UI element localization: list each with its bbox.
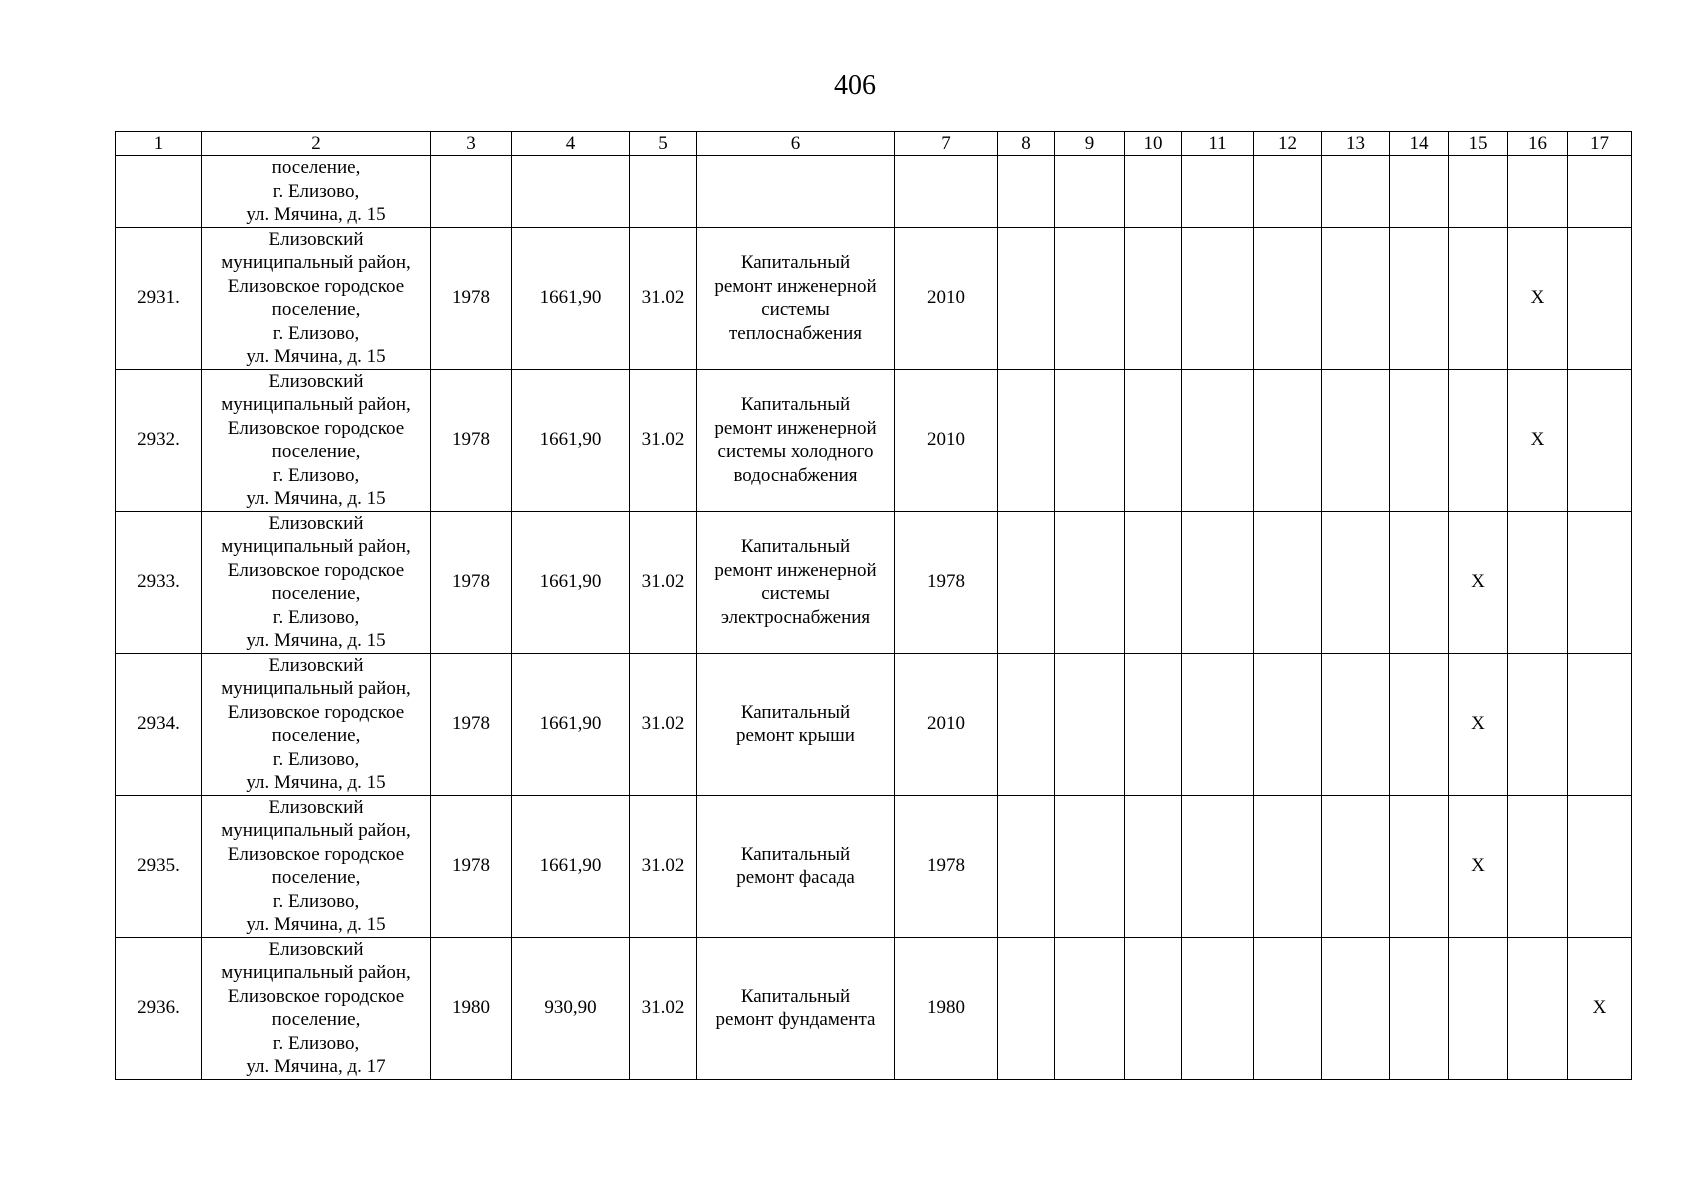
empty-cell <box>1390 511 1449 653</box>
empty-cell <box>1254 653 1322 795</box>
empty-cell <box>1182 795 1254 937</box>
empty-cell <box>1055 511 1125 653</box>
empty-cell <box>1568 369 1632 511</box>
address-cell: Елизовский муниципальный район, Елизовское городское поселение, г. Елизово, ул. Мячина, д. 15 <box>202 795 431 937</box>
empty-cell <box>1055 227 1125 369</box>
mark-cell: X <box>1508 369 1568 511</box>
year-cell: 1978 <box>431 227 512 369</box>
empty-cell <box>998 937 1055 1079</box>
address-cell: Елизовский муниципальный район, Елизовское городское поселение, г. Елизово, ул. Мячина, д. 15 <box>202 511 431 653</box>
address-cell: Елизовский муниципальный район, Елизовское городское поселение, г. Елизово, ул. Мячина, д. 17 <box>202 937 431 1079</box>
work-type-cell: Капитальный ремонт фундамента <box>697 937 895 1079</box>
empty-cell <box>998 227 1055 369</box>
mark-cell: X <box>1568 937 1632 1079</box>
empty-cell <box>1254 227 1322 369</box>
empty-cell <box>1182 937 1254 1079</box>
row-number-cell: 2931. <box>116 227 202 369</box>
column-header-15: 15 <box>1449 132 1508 156</box>
empty-cell <box>1322 937 1390 1079</box>
empty-cell <box>1390 156 1449 228</box>
column-header-14: 14 <box>1390 132 1449 156</box>
empty-cell <box>1449 937 1508 1079</box>
mark-cell: X <box>1449 795 1508 937</box>
column-header-16: 16 <box>1508 132 1568 156</box>
area-cell: 1661,90 <box>512 227 630 369</box>
continued-address-cell: поселение, г. Елизово, ул. Мячина, д. 15 <box>202 156 431 228</box>
empty-cell <box>1390 227 1449 369</box>
empty-cell <box>1055 937 1125 1079</box>
year-planned-cell: 2010 <box>895 227 998 369</box>
empty-cell <box>512 156 630 228</box>
column-header-2: 2 <box>202 132 431 156</box>
column-header-7: 7 <box>895 132 998 156</box>
empty-cell <box>630 156 697 228</box>
work-type-cell: Капитальный ремонт инженерной системы теплоснабжения <box>697 227 895 369</box>
code-cell: 31.02 <box>630 653 697 795</box>
empty-cell <box>1125 369 1182 511</box>
row-number-cell: 2935. <box>116 795 202 937</box>
column-header-5: 5 <box>630 132 697 156</box>
mark-cell: X <box>1449 653 1508 795</box>
work-type-cell: Капитальный ремонт крыши <box>697 653 895 795</box>
address-cell: Елизовский муниципальный район, Елизовское городское поселение, г. Елизово, ул. Мячина, д. 15 <box>202 227 431 369</box>
column-header-12: 12 <box>1254 132 1322 156</box>
empty-cell <box>1125 511 1182 653</box>
year-planned-cell: 1978 <box>895 511 998 653</box>
row-number-cell: 2933. <box>116 511 202 653</box>
empty-cell <box>116 156 202 228</box>
column-header-9: 9 <box>1055 132 1125 156</box>
empty-cell <box>1508 156 1568 228</box>
empty-cell <box>697 156 895 228</box>
empty-cell <box>1254 937 1322 1079</box>
empty-cell <box>1254 156 1322 228</box>
empty-cell <box>1125 795 1182 937</box>
data-table <box>115 131 1632 1080</box>
empty-cell <box>895 156 998 228</box>
column-header-3: 3 <box>431 132 512 156</box>
code-cell: 31.02 <box>630 937 697 1079</box>
empty-cell <box>1322 156 1390 228</box>
empty-cell <box>1055 369 1125 511</box>
empty-cell <box>1390 937 1449 1079</box>
empty-cell <box>998 653 1055 795</box>
empty-cell <box>1568 156 1632 228</box>
empty-cell <box>1182 511 1254 653</box>
empty-cell <box>1568 511 1632 653</box>
empty-cell <box>1055 653 1125 795</box>
column-header-8: 8 <box>998 132 1055 156</box>
address-cell: Елизовский муниципальный район, Елизовское городское поселение, г. Елизово, ул. Мячина, д. 15 <box>202 653 431 795</box>
code-cell: 31.02 <box>630 227 697 369</box>
column-header-10: 10 <box>1125 132 1182 156</box>
year-planned-cell: 1978 <box>895 795 998 937</box>
empty-cell <box>998 156 1055 228</box>
empty-cell <box>1125 156 1182 228</box>
empty-cell <box>1568 795 1632 937</box>
empty-cell <box>1182 653 1254 795</box>
empty-cell <box>1449 369 1508 511</box>
empty-cell <box>1449 227 1508 369</box>
header-row <box>116 132 1632 156</box>
address-cell: Елизовский муниципальный район, Елизовское городское поселение, г. Елизово, ул. Мячина, д. 15 <box>202 369 431 511</box>
area-cell: 1661,90 <box>512 653 630 795</box>
year-cell: 1978 <box>431 511 512 653</box>
empty-cell <box>1125 227 1182 369</box>
empty-cell <box>1390 653 1449 795</box>
empty-cell <box>1508 937 1568 1079</box>
empty-cell <box>1125 653 1182 795</box>
year-cell: 1978 <box>431 653 512 795</box>
table-row <box>116 795 1632 937</box>
work-type-cell: Капитальный ремонт фасада <box>697 795 895 937</box>
year-planned-cell: 1980 <box>895 937 998 1079</box>
continued-row <box>116 156 1632 228</box>
area-cell: 1661,90 <box>512 369 630 511</box>
empty-cell <box>1055 795 1125 937</box>
empty-cell <box>998 511 1055 653</box>
code-cell: 31.02 <box>630 795 697 937</box>
empty-cell <box>1254 369 1322 511</box>
empty-cell <box>1254 511 1322 653</box>
column-header-4: 4 <box>512 132 630 156</box>
empty-cell <box>1182 369 1254 511</box>
row-number-cell: 2932. <box>116 369 202 511</box>
table-row <box>116 937 1632 1079</box>
empty-cell <box>1508 653 1568 795</box>
empty-cell <box>1449 156 1508 228</box>
year-cell: 1978 <box>431 795 512 937</box>
code-cell: 31.02 <box>630 369 697 511</box>
empty-cell <box>1182 156 1254 228</box>
row-number-cell: 2934. <box>116 653 202 795</box>
empty-cell <box>998 795 1055 937</box>
empty-cell <box>1322 511 1390 653</box>
empty-cell <box>1568 653 1632 795</box>
mark-cell: X <box>1449 511 1508 653</box>
empty-cell <box>1182 227 1254 369</box>
area-cell: 1661,90 <box>512 795 630 937</box>
column-header-17: 17 <box>1568 132 1632 156</box>
column-header-11: 11 <box>1182 132 1254 156</box>
empty-cell <box>1055 156 1125 228</box>
empty-cell <box>1125 937 1182 1079</box>
area-cell: 930,90 <box>512 937 630 1079</box>
table-row <box>116 511 1632 653</box>
column-header-6: 6 <box>697 132 895 156</box>
table-row <box>116 369 1632 511</box>
empty-cell <box>1390 369 1449 511</box>
empty-cell <box>1254 795 1322 937</box>
column-header-13: 13 <box>1322 132 1390 156</box>
empty-cell <box>1322 369 1390 511</box>
empty-cell <box>1322 227 1390 369</box>
mark-cell: X <box>1508 227 1568 369</box>
row-number-cell: 2936. <box>116 937 202 1079</box>
year-cell: 1978 <box>431 369 512 511</box>
year-planned-cell: 2010 <box>895 653 998 795</box>
table-row <box>116 227 1632 369</box>
column-header-1: 1 <box>116 132 202 156</box>
empty-cell <box>1390 795 1449 937</box>
empty-cell <box>1568 227 1632 369</box>
code-cell: 31.02 <box>630 511 697 653</box>
empty-cell <box>1322 795 1390 937</box>
page-number: 406 <box>834 70 876 101</box>
work-type-cell: Капитальный ремонт инженерной системы холодного водоснабжения <box>697 369 895 511</box>
year-cell: 1980 <box>431 937 512 1079</box>
empty-cell <box>1508 795 1568 937</box>
area-cell: 1661,90 <box>512 511 630 653</box>
empty-cell <box>1322 653 1390 795</box>
table-row <box>116 653 1632 795</box>
empty-cell <box>431 156 512 228</box>
work-type-cell: Капитальный ремонт инженерной системы электроснабжения <box>697 511 895 653</box>
year-planned-cell: 2010 <box>895 369 998 511</box>
empty-cell <box>998 369 1055 511</box>
empty-cell <box>1508 511 1568 653</box>
